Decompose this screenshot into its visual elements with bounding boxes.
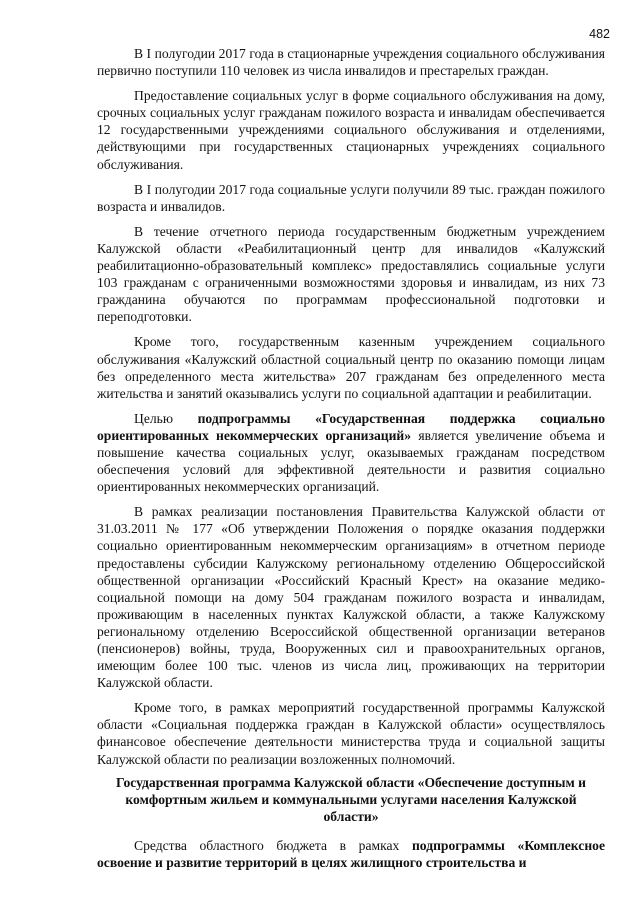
- subprogram-name-bold-2: подпрограммы «Комплексное освоение и развитие территорий в целях жилищного строительства и: [97, 837, 605, 871]
- paragraph-5: Кроме того, государственным казенным учреждением социального обслуживания «Калужский областной социальный центр по оказанию помощи лицам без определенного места жительства» 207 гражданам без определенного места жительства и занятий оказывались услуги по социальной адаптации и реабилитации.: [97, 334, 605, 401]
- paragraph-8: Кроме того, в рамках мероприятий государственной программы Калужской области «Социальная поддержка граждан в Калужской области» осуществлялось финансовое обеспечение деятельности министерства труда и социальной защиты Калужской области по реализации возложенных полномочий.: [97, 700, 605, 767]
- paragraph-9-prefix: Средства областного бюджета в рамках: [134, 837, 412, 853]
- paragraph-7: В рамках реализации постановления Правительства Калужской области от 31.03.2011 № 177 «Об утверждении Положения о порядке оказания поддержки социально ориентированным некоммерческим организациям» в отчетном периоде предоставлены субсидии Калужскому региональному отделению Общероссийской общественной организации «Российский Красный Крест» на оказание медико-социальной помощи на дому 504 гражданам пожилого возраста и инвалидам, проживающим в населенных пунктах Калужской области, а также Калужскому региональному отделению Всероссийской общественной организации ветеранов (пенсионеров) войны, труда, Вооруженных сил и правоохранительных органов, имеющим более 100 тыс. членов из числа лиц, проживающих на территории Калужской области.: [97, 504, 605, 691]
- page-content: [97, 45, 605, 879]
- paragraph-2: Предоставление социальных услуг в форме социального обслуживания на дому, срочных социальных услуг гражданам пожилого возраста и инвалидам обеспечивается 12 государственными учреждениями социального обслуживания и отделениями, действующими при государственных стационарных учреждениях социального обслуживания.: [97, 88, 605, 172]
- paragraph-4: В течение отчетного периода государственным бюджетным учреждением Калужской области «Реабилитационный центр для инвалидов «Калужский реабилитационно-образовательный комплекс» предоставлялись социальные услуги 103 гражданам с ограниченными возможностями здоровья и инвалидам, из них 73 гражданина обучаются по программам профессиональной подготовки и переподготовки.: [97, 223, 605, 325]
- subprogram-name-bold: подпрограммы «Государственная поддержка социально ориентированных некоммерческих организаций»: [97, 410, 605, 443]
- section-heading: Государственная программа Калужской области «Обеспечение доступным и комфортным жильем и коммунальными услугами населения Калужской области»: [115, 774, 587, 824]
- paragraph-6: [97, 410, 605, 495]
- paragraph-9: [97, 837, 605, 871]
- paragraph-6-suffix: является увеличение объема и повышение качества социальных услуг, оказываемых гражданам посредством обеспечения условий для эффективной деятельности и развития социально ориентированных некоммерческих организаций.: [97, 427, 605, 495]
- page-number: 482: [589, 27, 610, 41]
- paragraph-1: В I полугодии 2017 года в стационарные учреждения социального обслуживания первично поступили 110 человек из числа инвалидов и престарелых граждан.: [97, 46, 605, 79]
- paragraph-3: В I полугодии 2017 года социальные услуги получили 89 тыс. граждан пожилого возраста и инвалидов.: [97, 181, 605, 214]
- paragraph-6-prefix: Целью: [134, 410, 198, 426]
